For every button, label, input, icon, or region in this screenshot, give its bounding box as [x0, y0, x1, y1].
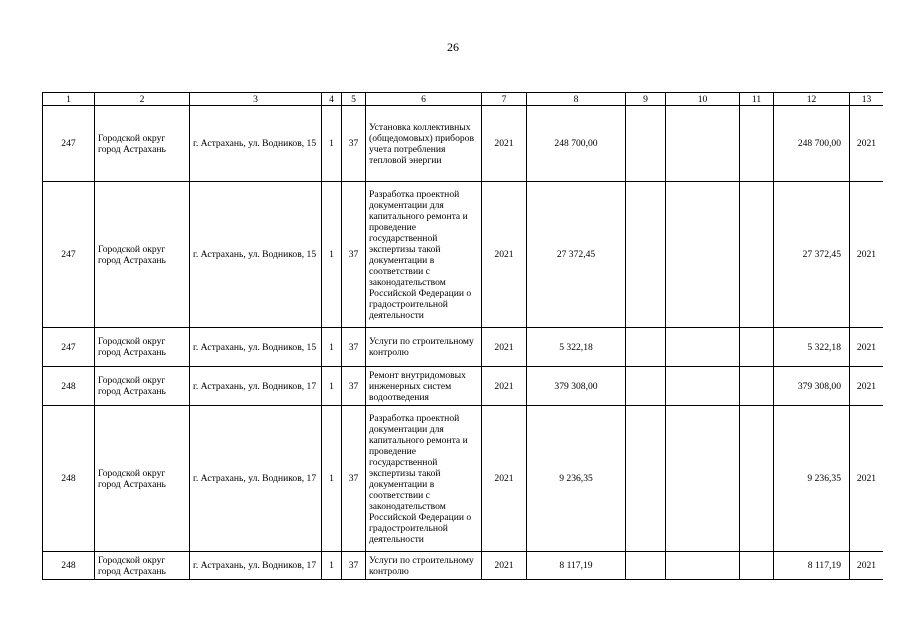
col10-cell [666, 328, 740, 367]
work-type-cell: Установка коллективных (общедомовых) приборов учета потребления тепловой энергии [366, 106, 482, 182]
page-number: 26 [447, 40, 459, 54]
col9-cell [626, 406, 666, 552]
col12-cell: 9 236,35 [774, 406, 850, 552]
col5-cell: 37 [342, 328, 366, 367]
col4-cell: 1 [322, 367, 342, 406]
table-row [43, 367, 884, 406]
col4-cell: 1 [322, 182, 342, 328]
municipality-cell: Городской округ город Астрахань [95, 182, 190, 328]
year-cell: 2021 [482, 182, 527, 328]
column-number: 8 [527, 93, 626, 106]
municipality-cell: Городской округ город Астрахань [95, 106, 190, 182]
column-number: 2 [95, 93, 190, 106]
col5-cell: 37 [342, 552, 366, 580]
address-cell: г. Астрахань, ул. Водников, 17 [190, 406, 322, 552]
col12-cell: 248 700,00 [774, 106, 850, 182]
row-number: 247 [43, 182, 95, 328]
row-number: 248 [43, 552, 95, 580]
col13-cell: 2021 [850, 106, 884, 182]
col10-cell [666, 406, 740, 552]
col12-cell: 8 117,19 [774, 552, 850, 580]
cost-cell: 9 236,35 [527, 406, 626, 552]
year-cell: 2021 [482, 106, 527, 182]
col9-cell [626, 106, 666, 182]
table-row [43, 182, 884, 328]
col9-cell [626, 328, 666, 367]
col13-cell: 2021 [850, 328, 884, 367]
column-number-row [43, 93, 884, 106]
column-number: 4 [322, 93, 342, 106]
column-number: 3 [190, 93, 322, 106]
work-type-cell: Разработка проектной документации для капитального ремонта и проведение государственной экспертизы такой документации в соответствии с законодательством Российской Федерации о градостроительной деятельности [366, 406, 482, 552]
row-number: 247 [43, 106, 95, 182]
repair-plan-table [42, 92, 883, 580]
address-cell: г. Астрахань, ул. Водников, 17 [190, 552, 322, 580]
col5-cell: 37 [342, 106, 366, 182]
table-row [43, 328, 884, 367]
col4-cell: 1 [322, 106, 342, 182]
work-type-cell: Услуги по строительному контролю [366, 328, 482, 367]
municipality-cell: Городской округ город Астрахань [95, 552, 190, 580]
column-number: 7 [482, 93, 527, 106]
col10-cell [666, 106, 740, 182]
col5-cell: 37 [342, 182, 366, 328]
col10-cell [666, 182, 740, 328]
col10-cell [666, 552, 740, 580]
col11-cell [740, 552, 774, 580]
cost-cell: 379 308,00 [527, 367, 626, 406]
municipality-cell: Городской округ город Астрахань [95, 367, 190, 406]
table-row [43, 106, 884, 182]
col13-cell: 2021 [850, 182, 884, 328]
col11-cell [740, 106, 774, 182]
table-row [43, 406, 884, 552]
column-number: 6 [366, 93, 482, 106]
col11-cell [740, 328, 774, 367]
cost-cell: 5 322,18 [527, 328, 626, 367]
row-number: 248 [43, 406, 95, 552]
column-number: 5 [342, 93, 366, 106]
col4-cell: 1 [322, 328, 342, 367]
col10-cell [666, 367, 740, 406]
col13-cell: 2021 [850, 406, 884, 552]
cost-cell: 8 117,19 [527, 552, 626, 580]
address-cell: г. Астрахань, ул. Водников, 15 [190, 106, 322, 182]
column-number: 9 [626, 93, 666, 106]
address-cell: г. Астрахань, ул. Водников, 15 [190, 182, 322, 328]
col9-cell [626, 552, 666, 580]
col5-cell: 37 [342, 406, 366, 552]
work-type-cell: Разработка проектной документации для капитального ремонта и проведение государственной экспертизы такой документации в соответствии с законодательством Российской Федерации о градостроительной деятельности [366, 182, 482, 328]
row-number: 247 [43, 328, 95, 367]
col11-cell [740, 182, 774, 328]
municipality-cell: Городской округ город Астрахань [95, 328, 190, 367]
col4-cell: 1 [322, 552, 342, 580]
column-number: 12 [774, 93, 850, 106]
col4-cell: 1 [322, 406, 342, 552]
address-cell: г. Астрахань, ул. Водников, 17 [190, 367, 322, 406]
col12-cell: 27 372,45 [774, 182, 850, 328]
year-cell: 2021 [482, 328, 527, 367]
table-container [42, 92, 883, 640]
municipality-cell: Городской округ город Астрахань [95, 406, 190, 552]
col11-cell [740, 367, 774, 406]
row-number: 248 [43, 367, 95, 406]
table-row [43, 552, 884, 580]
col12-cell: 379 308,00 [774, 367, 850, 406]
cost-cell: 248 700,00 [527, 106, 626, 182]
col5-cell: 37 [342, 367, 366, 406]
address-cell: г. Астрахань, ул. Водников, 15 [190, 328, 322, 367]
cost-cell: 27 372,45 [527, 182, 626, 328]
column-number: 10 [666, 93, 740, 106]
column-number: 1 [43, 93, 95, 106]
work-type-cell: Ремонт внутридомовых инженерных систем водоотведения [366, 367, 482, 406]
col9-cell [626, 367, 666, 406]
column-number: 11 [740, 93, 774, 106]
year-cell: 2021 [482, 367, 527, 406]
year-cell: 2021 [482, 552, 527, 580]
col12-cell: 5 322,18 [774, 328, 850, 367]
column-number: 13 [850, 93, 884, 106]
year-cell: 2021 [482, 406, 527, 552]
col9-cell [626, 182, 666, 328]
col13-cell: 2021 [850, 552, 884, 580]
work-type-cell: Услуги по строительному контролю [366, 552, 482, 580]
col13-cell: 2021 [850, 367, 884, 406]
col11-cell [740, 406, 774, 552]
